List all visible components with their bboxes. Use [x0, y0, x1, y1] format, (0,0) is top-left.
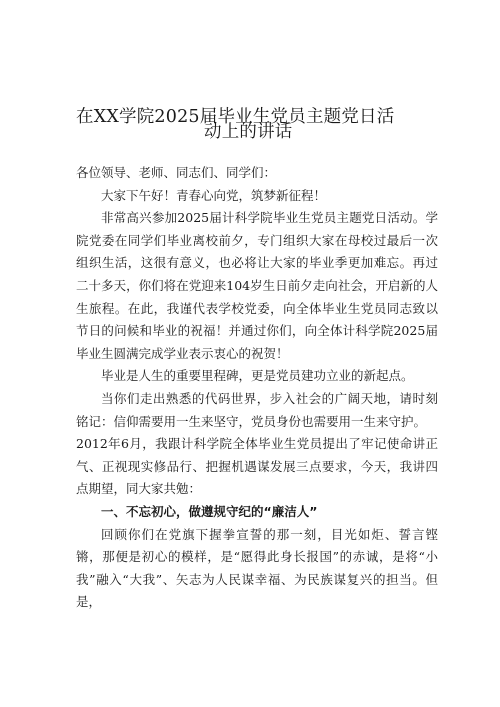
paragraph-reminder: 当你们走出熟悉的代码世界，步入社会的广阔天地，请时刻铭记：信仰需要用一生来坚守，党员身份也需要用一生来守护。	[76, 390, 438, 429]
document-title-line-2: 动上的讲话	[204, 122, 293, 142]
paragraph-greeting: 大家下午好！青春心向党，筑梦新征程！	[101, 187, 327, 203]
paragraph-section-1: 回顾你们在党旗下握拳宣誓的那一刻，目光如炬、誓言铿锵，那便是初心的模样，是“愿得此身长报国”的赤诚，是将“小我”融入“大我”、矢志为人民谋幸福、为民族谋复兴的担当。但是，	[76, 526, 438, 610]
salutation: 各位领导、老师、同志们、同学们：	[76, 165, 277, 180]
paragraph-expectations: 2012年6月，我跟计科学院全体毕业生党员提出了牢记使命讲正气、正视现实修品行、把握机遇谋发展三点要求，今天，我讲四点期望，同大家共勉：	[76, 436, 438, 497]
document-title-line-1: 在XX学院2025届毕业生党员主题党日活	[76, 107, 395, 127]
section-heading-1: 一、不忘初心，做遵规守纪的“廉洁人”	[101, 503, 318, 519]
paragraph-intro: 非常高兴参加2025届计科学院毕业生党员主题党日活动。学院党委在同学们毕业离校前夕，专门组织大家在母校过最后一次组织生活，这很有意义，也必将让大家的毕业季更加难忘。再过二十多天，你们将在党迎来104岁生日前夕走向社会，开启新的人生旅程。在此，我谨代表学校党委，向全体毕业生党员同志致以节日的问候和毕业的祝福！并通过你们，向全体计科学院2025届毕业生圆满完成学业表示衷心的祝贺！	[76, 210, 438, 361]
paragraph-milestone: 毕业是人生的重要里程碑，更是党员建功立业的新起点。	[101, 368, 414, 384]
document-body	[76, 162, 438, 614]
